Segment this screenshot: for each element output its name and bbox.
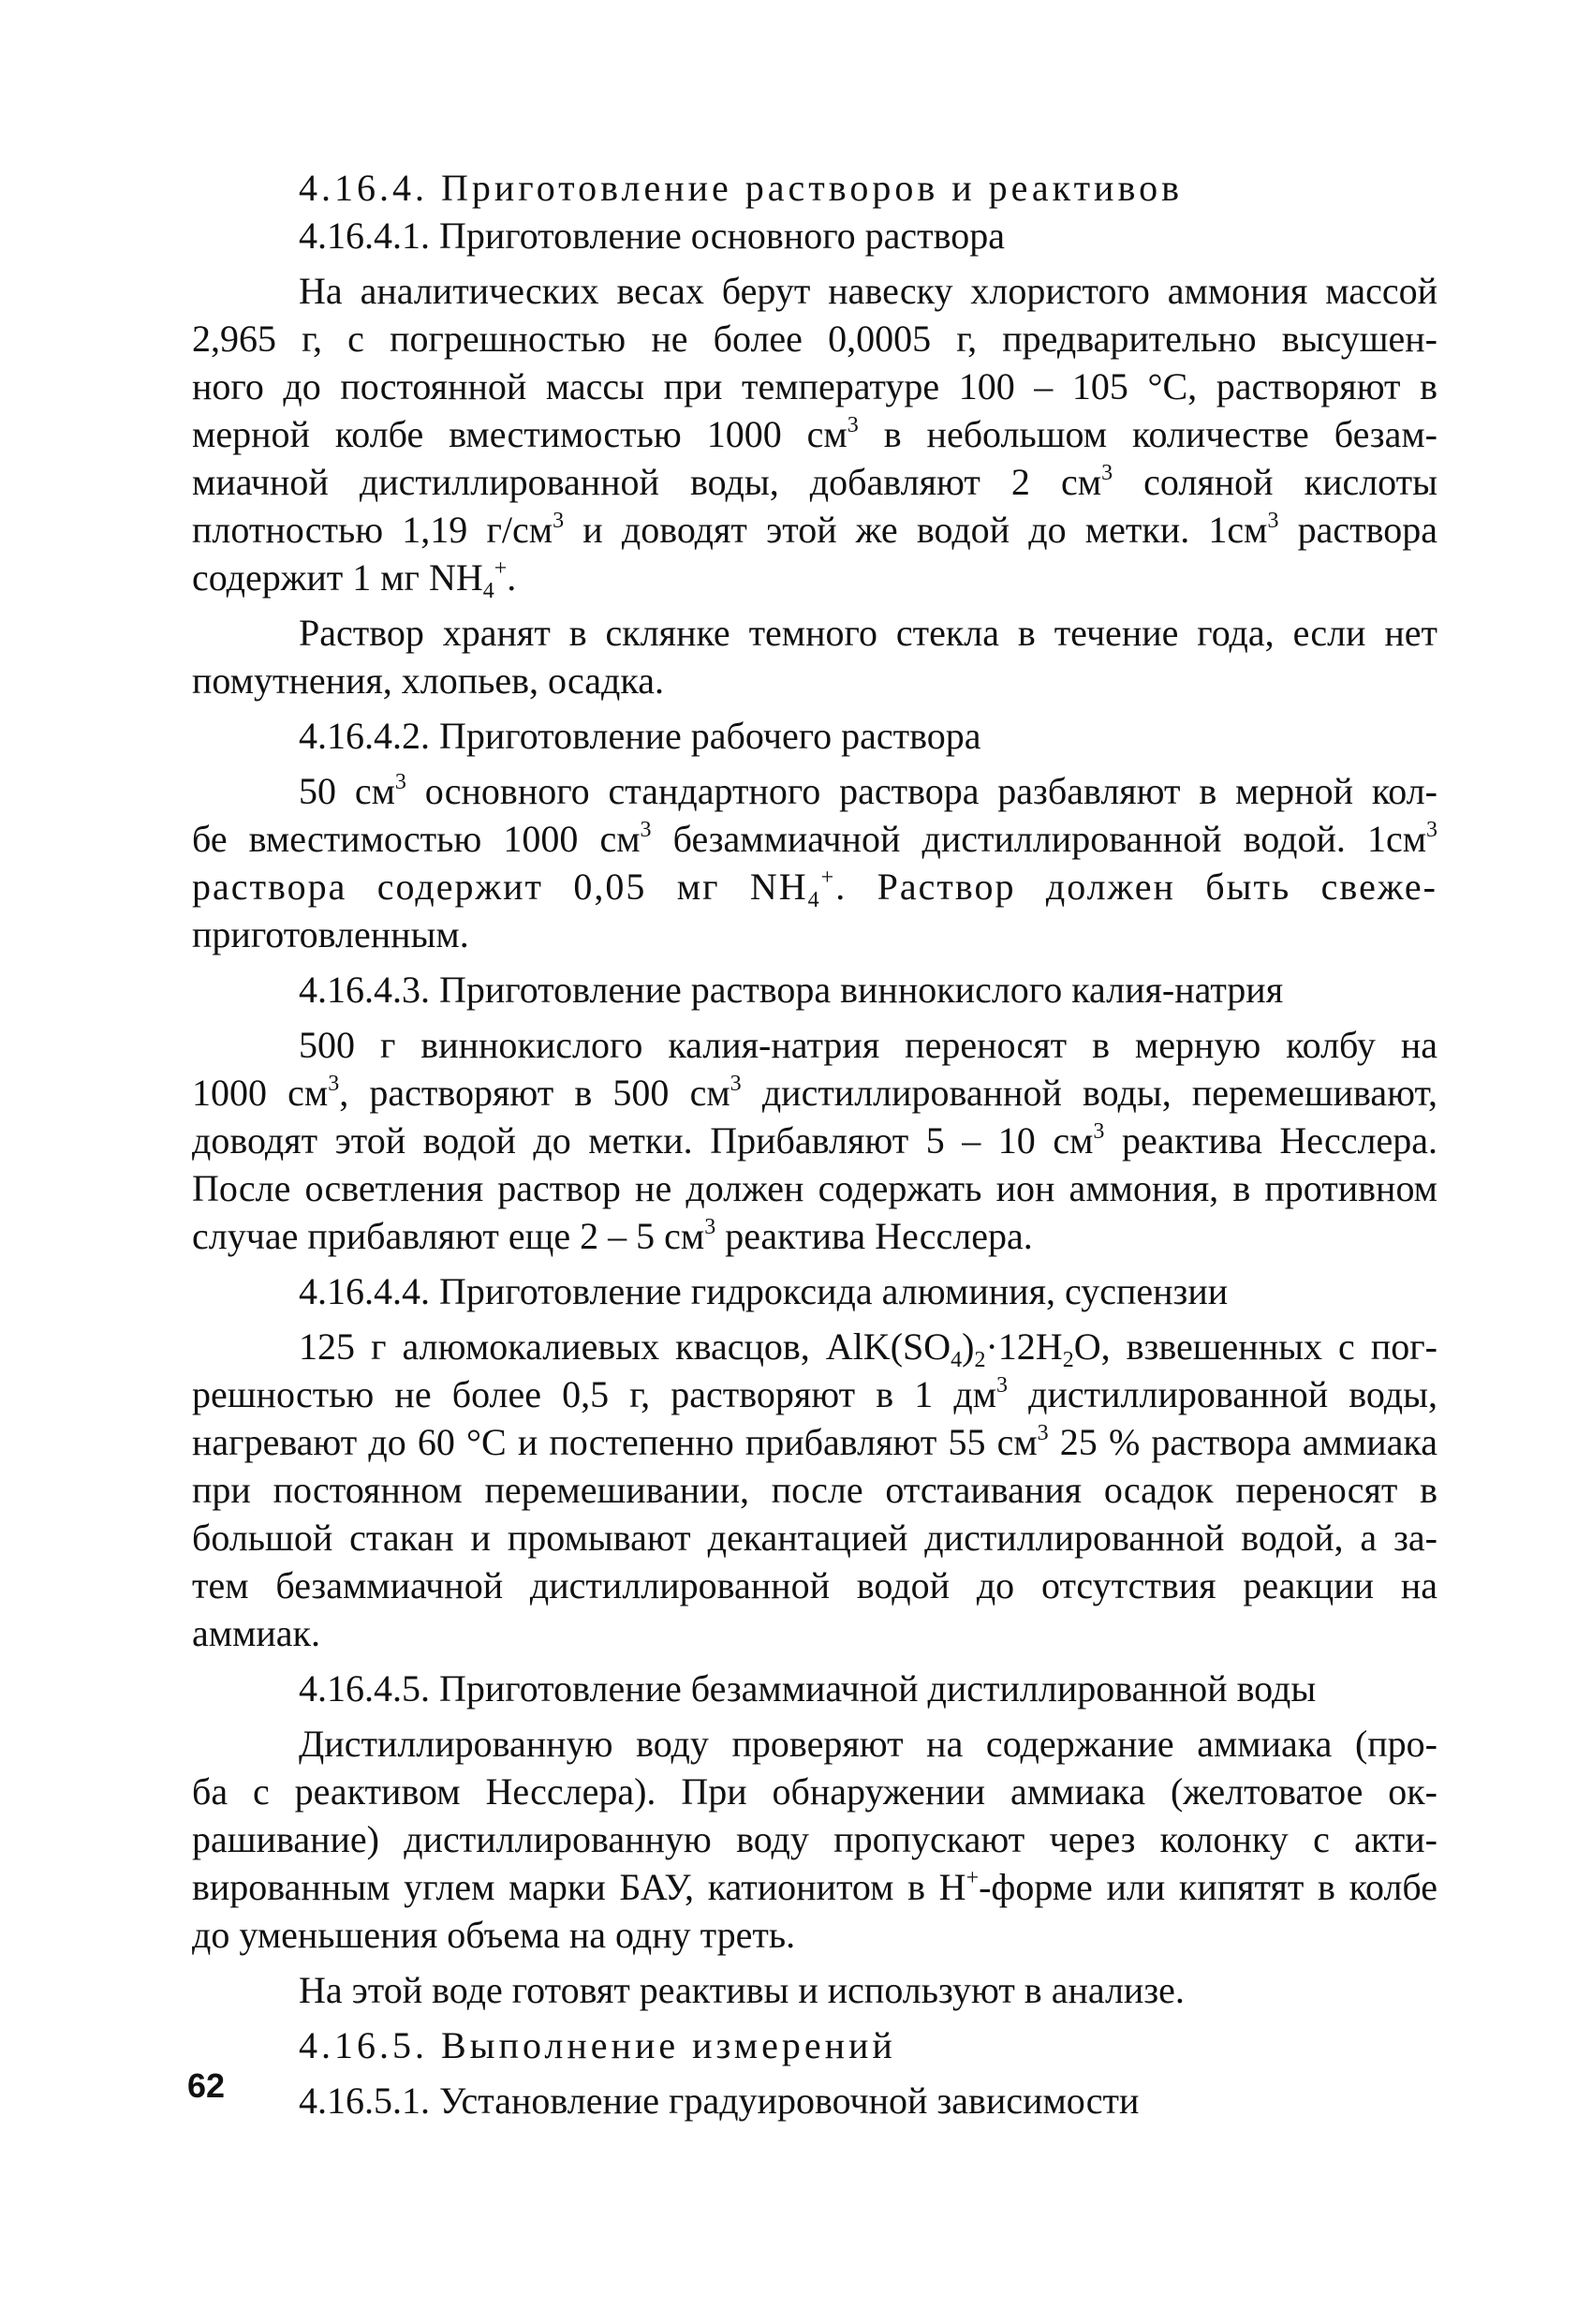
paragraph-line: раствора содержит 0,05 мг $NH_4^+$. Раствор должен быть свеже- [192,866,1437,912]
subsection-heading: 4.16.4.1. Приготовление основного раствора [299,215,1005,257]
paragraph-line: ба с реактивом Несслера). При обнаружении аммиака (желтоватое ок- [192,1770,1437,1813]
paragraph-line: случае прибавляют еще 2 – 5 $см^3$ реактива Несслера. [192,1215,1033,1257]
paragraph-line: 1000 $см^3$, растворяют в 500 $см^3$ дистиллированной воды, перемешивают, [192,1072,1437,1114]
subsection-heading: 4.16.4.5. Приготовление безаммиачной дистиллированной воды [299,1667,1317,1710]
paragraph-line: ного до постоянной массы при температуре 100 – 105 °С, растворяют в [192,365,1437,407]
paragraph-line: После осветления раствор не должен содержать ион аммония, в противном [192,1167,1437,1209]
subsection-heading: 4.16.4.4. Приготовление гидроксида алюминия, суспензии [299,1270,1229,1312]
subsection-heading: 4.16.4.2. Приготовление рабочего раствора [299,715,981,757]
paragraph-line: рашивание) дистиллированную воду пропускают через колонку с акти- [192,1818,1437,1860]
paragraph-line: 125 г алюмокалиевых квасцов, $AlK(SO_4)_2\cdot 12H_2O$, взвешенных с пог- [299,1325,1438,1372]
paragraph-line: помутнения, хлопьев, осадка. [192,659,664,702]
paragraph-line: Дистиллированную воду проверяют на содержание аммиака (про- [299,1723,1437,1765]
paragraph-line: Раствор хранят в склянке темного стекла в течение года, если нет [299,612,1437,654]
paragraph-line: доводят этой водой до метки. Прибавляют 5 – 10 $см^3$ реактива Несслера. [192,1119,1438,1162]
paragraph-line: бе вместимостью 1000 $см^3$ безаммиачной дистиллированной водой. $1см^3$ [192,818,1438,860]
paragraph-line: вированным углем марки БАУ, катионитом в Н+-форме или кипятят в колбе [192,1866,1438,1908]
subsection-heading: 4.16.4.3. Приготовление раствора виннокислого калия-натрия [299,969,1284,1011]
page-number: 62 [187,2066,226,2105]
paragraph-line: решностью не более 0,5 г, растворяют в 1 $дм^3$ дистиллированной воды, [192,1373,1437,1415]
subsection-heading: 4.16.5.1. Установление градуировочной зависимости [299,2080,1140,2122]
paragraph-line: миачной дистиллированной воды, добавляют 2 $см^3$ соляной кислоты [192,461,1438,503]
paragraph-line: 500 г виннокислого калия-натрия переносят в мерную колбу на [299,1024,1437,1066]
paragraph-line: до уменьшения объема на одну треть. [192,1914,796,1956]
paragraph-line: большой стакан и промывают декантацией дистиллированной водой, а за- [192,1517,1437,1559]
paragraph-line: аммиак. [192,1612,320,1654]
section-heading: 4.16.5. Выполнение измерений [299,2024,896,2066]
paragraph-line: приготовленным. [192,913,469,955]
section-heading: 4.16.4. Приготовление растворов и реактивов [299,167,1183,209]
paragraph-line: На аналитических весах берут навеску хлористого аммония массой [299,270,1437,312]
paragraph-line: 2,965 г, с погрешностью не более 0,0005 г, предварительно высушен- [192,318,1437,360]
document-page [192,164,1437,2124]
paragraph-line: нагревают до 60 °С и постепенно прибавляют 55 $см^3$ 25 % раствора аммиака [192,1421,1437,1463]
paragraph-line: при постоянном перемешивании, после отстаивания осадок переносят в [192,1469,1437,1511]
paragraph-line: 50 $см^3$ основного стандартного раствора разбавляют в мерной кол- [299,770,1437,812]
paragraph-line: На этой воде готовят реактивы и используют в анализе. [299,1969,1185,2011]
paragraph-line: мерной колбе вместимостью 1000 $см^3$ в небольшом количестве безам- [192,413,1437,455]
paragraph-line: плотностью 1,19 $г/см^3$ и доводят этой же водой до метки. $1см^3$ раствора [192,509,1437,551]
paragraph-line: содержит 1 мг $NH_4^+$. [192,556,517,603]
paragraph-line: тем безаммиачной дистиллированной водой до отсутствия реакции на [192,1564,1437,1606]
